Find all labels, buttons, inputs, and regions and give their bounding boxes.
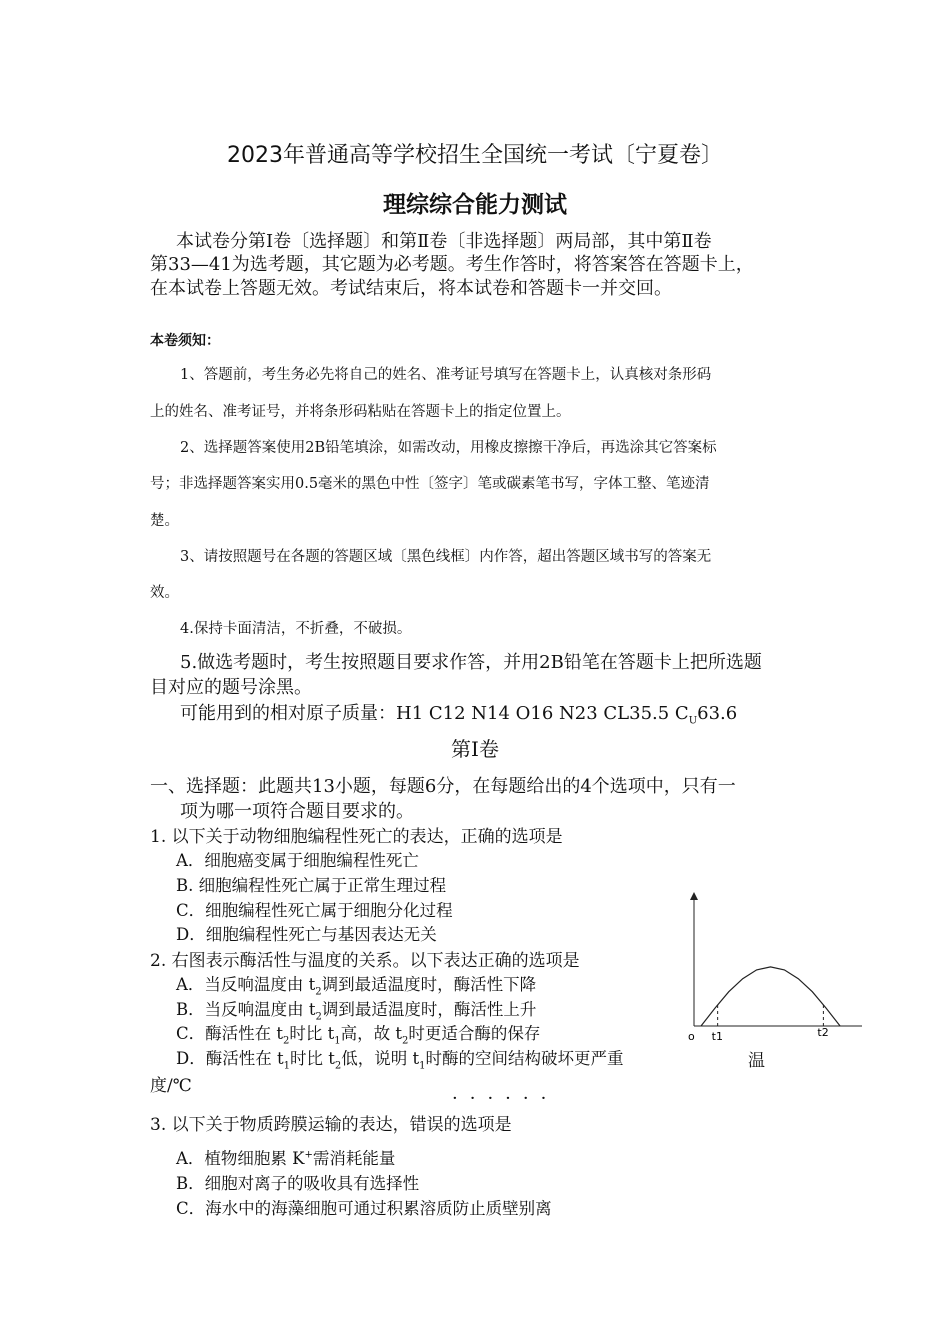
note-3b: 效。: [150, 585, 179, 601]
page-subtitle: 理综综合能力测试: [383, 192, 567, 218]
intro-line-1: 本试卷分第Ⅰ卷〔选择题〕和第Ⅱ卷〔非选择题〕两局部，其中第Ⅱ卷: [176, 231, 712, 252]
q3-option-a: A．植物细胞累 K+需消耗能量: [176, 1149, 396, 1168]
q2-option-b: B．当反响温度由 $t_2$调到最适温度时，酶活性上升: [176, 1000, 537, 1023]
enzyme-temperature-chart: [676, 892, 866, 1052]
q1-option-c: C．细胞编程性死亡属于细胞分化过程: [176, 901, 453, 920]
q1-stem: 1. 以下关于动物细胞编程性死亡的表达，正确的选项是: [150, 827, 563, 847]
q3-stem: 3. 以下关于物质跨膜运输的表达，错误的选项是: [150, 1115, 512, 1135]
q1-option-a: A．细胞癌变属于细胞编程性死亡: [176, 851, 419, 870]
q2-stem: 2. 右图表示酶活性与温度的关系。以下表达正确的选项是: [150, 951, 580, 971]
note-3a: 3、请按照题号在各题的答题区域〔黑色线框〕内作答，超出答题区域书写的答案无: [180, 549, 712, 565]
volume-heading: 第Ⅰ卷: [451, 737, 499, 761]
atomic-mass-line: 可能用到的相对原子质量：H1 C12 N14 O16 N23 CL35.5 $C_U63.6$: [180, 703, 738, 727]
chart-origin-label: o: [688, 1030, 695, 1043]
note-2c: 楚。: [150, 513, 179, 529]
chart-tick-t2: t2: [817, 1026, 829, 1039]
emphasis-dots: ······: [452, 1088, 559, 1109]
chart-axis-label-wrap: 度/℃: [150, 1076, 192, 1096]
q1-option-b: B. 细胞编程性死亡属于正常生理过程: [176, 876, 447, 895]
notes-heading: 本卷须知：: [150, 333, 220, 349]
q3-option-b: B．细胞对离子的吸收具有选择性: [176, 1174, 420, 1193]
q2-option-d: D．酶活性在 $t_1$时比 $t_2$低，说明 $t_1$时酶的空间结构破坏更严重: [176, 1049, 624, 1072]
note-5b: 目对应的题号涂黑。: [150, 677, 312, 698]
note-1b: 上的姓名、准考证号，并将条形码粘贴在答题卡上的指定位置上。: [150, 404, 571, 420]
note-2a: 2、选择题答案使用2B铅笔填涂，如需改动，用橡皮擦擦干净后，再选涂其它答案标: [180, 440, 717, 456]
q1-option-d: D．细胞编程性死亡与基因表达无关: [176, 925, 437, 944]
chart-tick-t1: t1: [711, 1030, 723, 1043]
note-1a: 1、答题前，考生务必先将自己的姓名、准考证号填写在答题卡上，认真核对条形码: [180, 367, 712, 383]
chart-axis-label-part: 温: [748, 1051, 765, 1071]
chart-activity-curve: [701, 967, 840, 1026]
q2-option-a: A．当反响温度由 $t_2$调到最适温度时，酶活性下降: [176, 975, 537, 998]
q3-option-c: C．海水中的海藻细胞可通过积累溶质防止质壁别离: [176, 1199, 552, 1218]
q2-option-c: C．酶活性在 $t_2$时比 $t_1$高，故 $t_2$时更适合酶的保存: [176, 1024, 541, 1047]
note-4: 4.保持卡面清洁，不折叠，不破损。: [180, 621, 412, 637]
intro-line-3: 在本试卷上答题无效。考试结束后，将本试卷和答题卡一并交回。: [150, 278, 672, 299]
note-5a: 5.做选考题时，考生按照题目要求作答，并用2B铅笔在答题卡上把所选题: [180, 652, 762, 673]
section-intro-1: 一、选择题：此题共13小题，每题6分，在每题给出的4个选项中，只有一: [150, 776, 736, 797]
page-title: 2023年普通高等学校招生全国统一考试〔宁夏卷〕: [227, 143, 723, 168]
intro-line-2: 第33—41为选考题，其它题为必考题。考生作答时，将答案答在答题卡上，: [150, 254, 754, 275]
section-intro-2: 项为哪一项符合题目要求的。: [180, 801, 414, 822]
note-2b: 号；非选择题答案实用0.5毫米的黑色中性〔签字〕笔或碳素笔书写，字体工整、笔迹清: [150, 476, 710, 492]
